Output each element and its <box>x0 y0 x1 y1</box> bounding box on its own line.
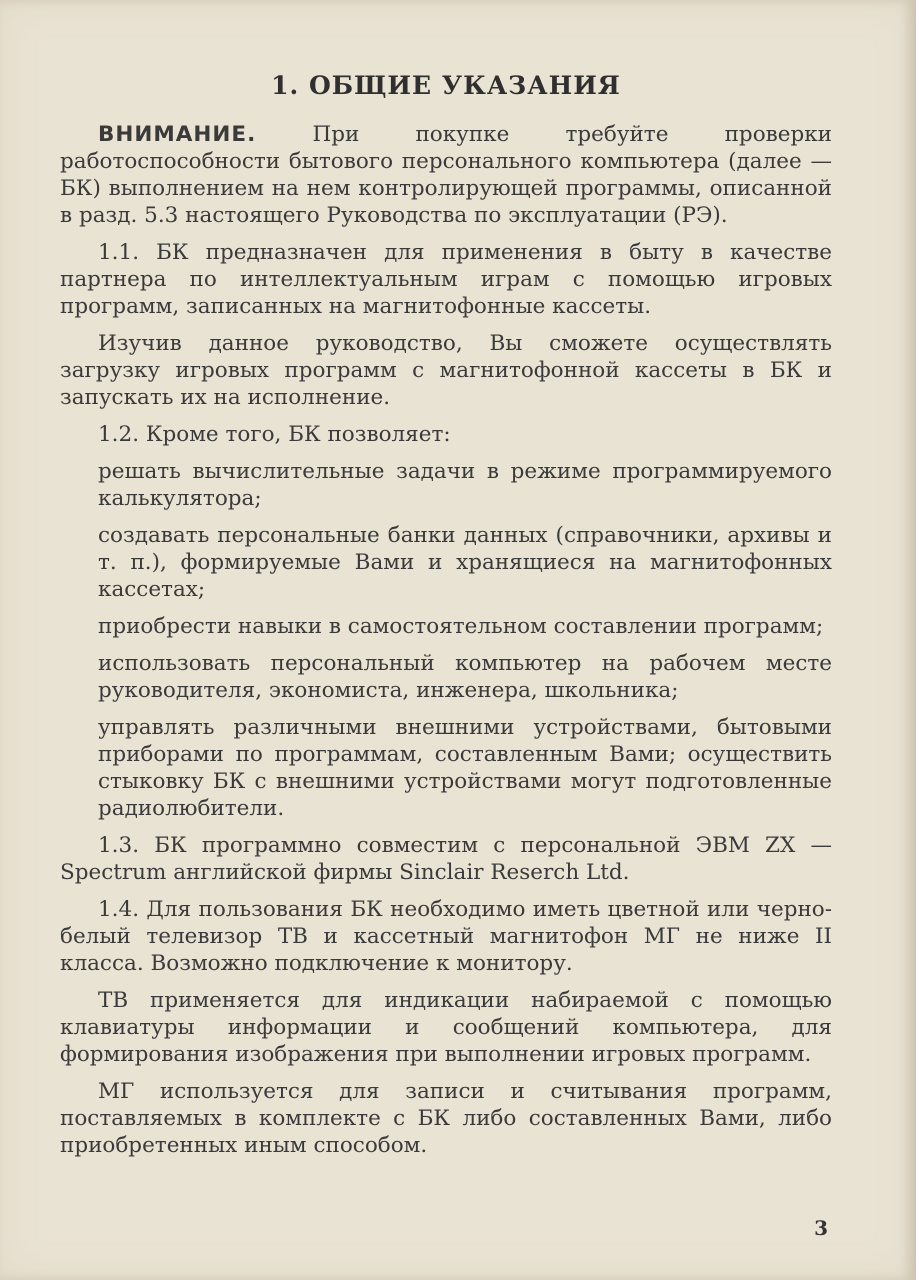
paragraph-1-1-continued: Изучив данное руководство, Вы сможете осуществлять загрузку игровых программ с магнитофонной кассеты в БК и запускать их на исполнение. <box>60 331 832 410</box>
list-item: использовать персональный компьютер на рабочем месте руководителя, экономиста, инженера, школьника; <box>98 651 832 703</box>
page-number: 3 <box>814 1216 828 1240</box>
warning-text: При покупке требуйте проверки работоспособности бытового персонального компьютера (далее — БК) выполнением на нем контролирующей программы, описанной в разд. 5.3 настоящего Руководства по эксплуатации (РЭ). <box>60 122 832 228</box>
list-item: создавать персональные банки данных (справочники, архивы и т. п.), формируемые Вами и хранящиеся на магнитофонных кассетах; <box>98 523 832 602</box>
paragraph-1-4: 1.4. Для пользования БК необходимо иметь цветной или черно-белый телевизор ТВ и кассетный магнитофон МГ не ниже II класса. Возможно подключение к монитору. <box>60 897 832 976</box>
list-item: управлять различными внешними устройствами, бытовыми приборами по программам, составленным Вами; осуществить стыковку БК с внешними устройствами могут подготовленные радиолюбители. <box>98 715 832 821</box>
page-text <box>60 64 832 1169</box>
paragraph-1-2: 1.2. Кроме того, БК позволяет: <box>98 422 451 447</box>
list-item: приобрести навыки в самостоятельном составлении программ; <box>98 614 824 639</box>
warning-label: ВНИМАНИЕ. <box>98 122 257 147</box>
paragraph-1-3: 1.3. БК программно совместим с персональной ЭВМ ZX — Spectrum английской фирмы Sinclair Reserch Ltd. <box>60 833 832 885</box>
section-heading: 1. ОБЩИЕ УКАЗАНИЯ <box>271 71 621 100</box>
paragraph-1-4-mg: МГ используется для записи и считывания программ, поставляемых в комплекте с БК либо составленных Вами, либо приобретенных иным способом. <box>60 1079 832 1158</box>
list-item: решать вычислительные задачи в режиме программируемого калькулятора; <box>98 459 832 511</box>
warning-paragraph <box>60 121 832 229</box>
paragraph-1-1: 1.1. БК предназначен для применения в быту в качестве партнера по интеллектуальным играм с помощью игровых программ, записанных на магнитофонные кассеты. <box>60 240 832 319</box>
paragraph-1-4-tv: ТВ применяется для индикации набираемой с помощью клавиатуры информации и сообщений компьютера, для формирования изображения при выполнении игровых программ. <box>60 988 832 1067</box>
